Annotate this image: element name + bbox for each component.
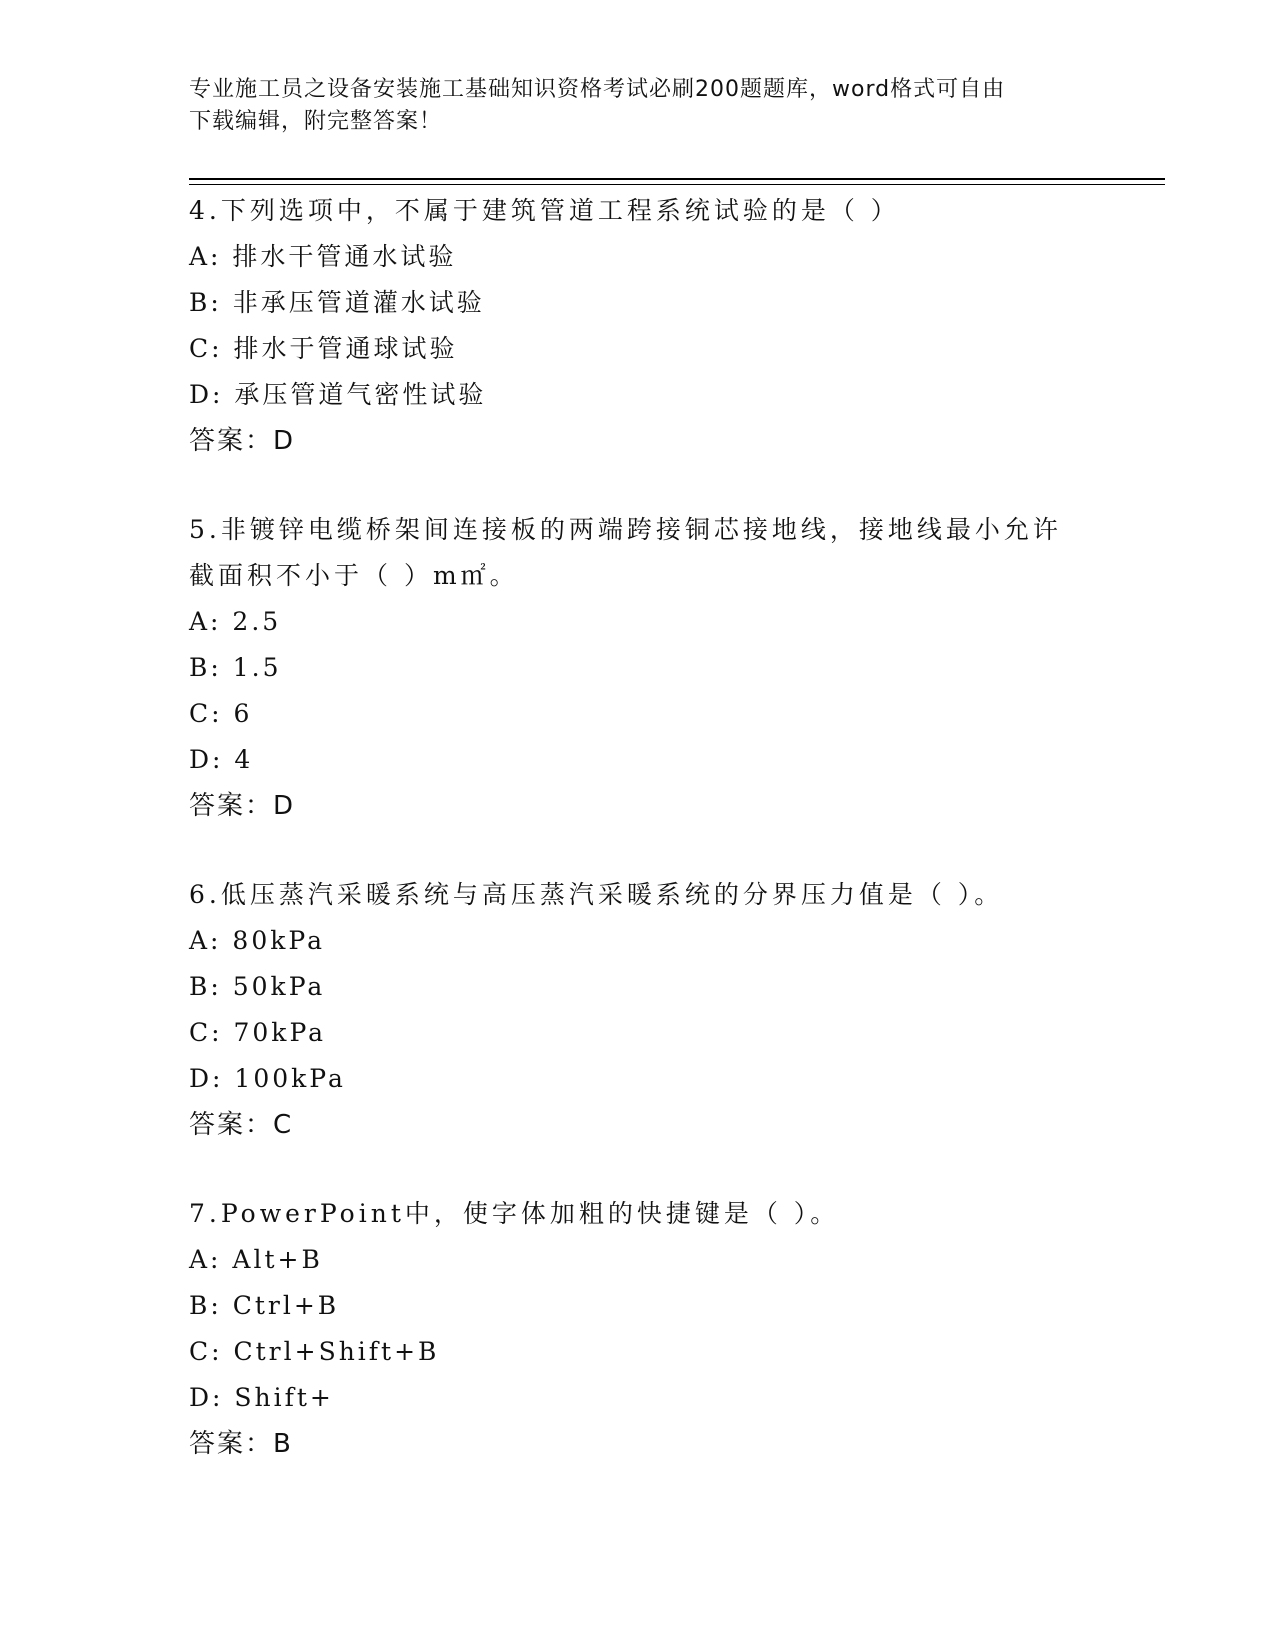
option-c: C: 6 [189, 699, 253, 728]
header-divider-top [189, 178, 1165, 180]
option-a: A: 2.5 [189, 607, 282, 636]
option-d: D: 承压管道气密性试验 [189, 380, 487, 409]
question-stem: 7.PowerPoint中，使字体加粗的快捷键是（ ）。 [189, 1199, 840, 1228]
header-line-1: 专业施工员之设备安装施工基础知识资格考试必刷200题题库，word格式可自由 [189, 77, 1006, 102]
question-7 [189, 1191, 1089, 1467]
question-stem: 6.低压蒸汽采暖系统与高压蒸汽采暖系统的分界压力值是（ ）。 [189, 880, 1004, 909]
question-5 [189, 507, 1089, 829]
option-b: B: 50kPa [189, 972, 326, 1001]
option-b: B: 非承压管道灌水试验 [189, 288, 485, 317]
option-a: A: 排水干管通水试验 [189, 242, 457, 271]
question-6 [189, 872, 1089, 1148]
header-line-2: 下载编辑，附完整答案！ [189, 109, 443, 134]
question-stem-line-2: 截面积不小于（ ）m㎡。 [189, 561, 519, 590]
option-c: C: Ctrl+Shift+B [189, 1337, 440, 1366]
option-d: D: 100kPa [189, 1064, 346, 1093]
question-4 [189, 188, 1089, 464]
answer-label: 答案：D [189, 426, 296, 456]
answer-label: 答案：D [189, 791, 296, 821]
answer-label: 答案：C [189, 1110, 294, 1140]
question-list [189, 188, 1089, 1510]
option-b: B: 1.5 [189, 653, 282, 682]
question-stem-line-1: 5.非镀锌电缆桥架间连接板的两端跨接铜芯接地线，接地线最小允许 [189, 515, 1062, 544]
option-c: C: 排水于管通球试验 [189, 334, 458, 363]
header-divider-bottom [189, 184, 1165, 185]
option-a: A: Alt+B [189, 1245, 323, 1274]
option-b: B: Ctrl+B [189, 1291, 340, 1320]
option-d: D: Shift+ [189, 1383, 334, 1412]
question-stem: 4.下列选项中，不属于建筑管道工程系统试验的是（ ） [189, 196, 900, 225]
option-d: D: 4 [189, 745, 254, 774]
document-header [189, 74, 1089, 138]
option-a: A: 80kPa [189, 926, 325, 955]
answer-label: 答案：B [189, 1429, 293, 1459]
option-c: C: 70kPa [189, 1018, 327, 1047]
